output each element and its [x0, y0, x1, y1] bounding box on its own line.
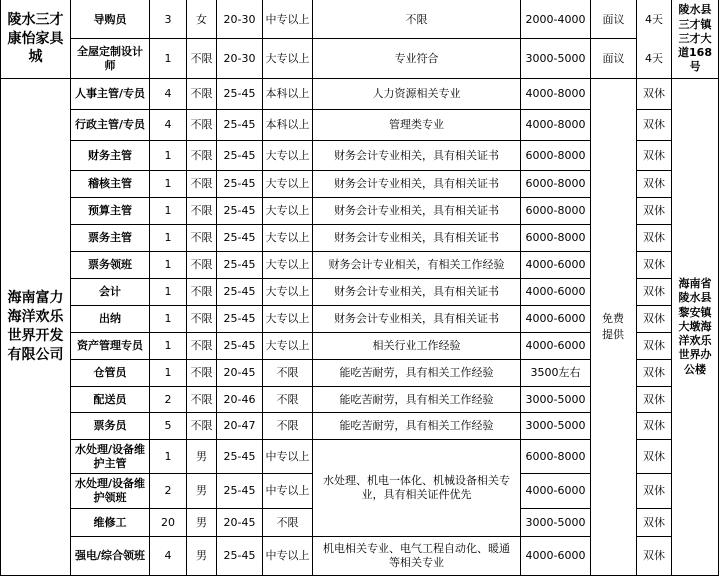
- education-cell: 中专以上: [265, 484, 310, 498]
- gender-cell: 不限: [190, 339, 213, 353]
- job-title-cell: 出纳: [99, 312, 121, 326]
- rest-days-cell: 双休: [643, 231, 665, 245]
- gender-cell: 不限: [190, 177, 213, 191]
- age-cell: 20-47: [223, 419, 256, 433]
- education-cell: 大专以上: [265, 285, 310, 299]
- headcount-cell: 4: [164, 87, 172, 101]
- salary-cell: 4000-6000: [525, 339, 586, 353]
- salary-cell: 4000-8000: [525, 118, 586, 132]
- gender-cell: 女: [196, 12, 207, 26]
- age-cell: 25-45: [223, 339, 256, 353]
- headcount-cell: 1: [164, 204, 172, 218]
- age-cell: 25-45: [223, 258, 256, 272]
- job-title-cell: 预算主管: [88, 204, 132, 218]
- job-title-cell: 水处理/设备维护领班: [74, 477, 146, 504]
- job-title-cell: 配送员: [93, 392, 127, 406]
- rest-days-cell: 4天: [645, 12, 663, 26]
- requirement-cell: 财务会计专业相关，具有相关证书: [334, 312, 499, 326]
- rest-days-cell: 双休: [643, 87, 665, 101]
- rest-days-cell: 双休: [643, 258, 665, 272]
- education-cell: 不限: [276, 366, 299, 380]
- salary-cell: 4000-6000: [525, 484, 586, 498]
- rest-days-cell: 双休: [643, 366, 665, 380]
- headcount-cell: 1: [164, 258, 172, 272]
- gender-cell: 不限: [190, 51, 213, 65]
- gender-cell: 不限: [190, 148, 213, 162]
- salary-cell: 3500左右: [530, 366, 581, 380]
- rest-days-cell: 双休: [643, 449, 665, 463]
- education-cell: 中专以上: [265, 12, 310, 26]
- gender-cell: 不限: [190, 392, 213, 406]
- job-title-cell: 票务主管: [88, 231, 132, 245]
- salary-cell: 6000-8000: [525, 449, 586, 463]
- requirement-cell: 管理类专业: [389, 118, 444, 132]
- requirement-cell: 能吃苦耐劳，具有相关工作经验: [339, 392, 494, 406]
- salary-cell: 6000-8000: [525, 177, 586, 191]
- gender-cell: 不限: [190, 419, 213, 433]
- age-cell: 20-45: [223, 366, 256, 380]
- salary-cell: 6000-8000: [525, 204, 586, 218]
- rest-days-cell: 双休: [643, 339, 665, 353]
- headcount-cell: 4: [164, 549, 172, 563]
- age-cell: 25-45: [223, 549, 256, 563]
- headcount-cell: 1: [164, 366, 172, 380]
- headcount-cell: 1: [164, 231, 172, 245]
- company-address: 陵水县三才镇三才大道168号: [678, 3, 712, 74]
- headcount-cell: 1: [164, 312, 172, 326]
- age-cell: 20-30: [223, 51, 256, 65]
- requirement-cell: 财务会计专业相关，具有相关证书: [334, 148, 499, 162]
- gender-cell: 不限: [190, 87, 213, 101]
- requirement-cell: 能吃苦耐劳，具有相关工作经验: [339, 419, 494, 433]
- job-title-cell: 资产管理专员: [77, 339, 143, 353]
- age-cell: 25-45: [223, 285, 256, 299]
- age-cell: 25-45: [223, 177, 256, 191]
- gender-cell: 男: [196, 515, 207, 529]
- requirement-cell: 人力资源相关专业: [372, 87, 461, 101]
- education-cell: 大专以上: [265, 339, 310, 353]
- company-name: 海南富力海洋欢乐世界开发有限公司: [7, 290, 64, 363]
- requirement-cell: 财务会计专业相关，具有相关证书: [334, 231, 499, 245]
- requirement-cell: 相关行业工作经验: [372, 339, 461, 353]
- age-cell: 25-45: [223, 87, 256, 101]
- salary-cell: 4000-6000: [525, 258, 586, 272]
- requirement-cell: 财务会计专业相关，有相关工作经验: [328, 258, 505, 272]
- education-cell: 本科以上: [265, 118, 310, 132]
- rest-days-cell: 双休: [643, 549, 665, 563]
- education-cell: 大专以上: [265, 231, 310, 245]
- job-title-cell: 强电/综合领班: [74, 549, 146, 563]
- headcount-cell: 3: [164, 12, 172, 26]
- headcount-cell: 4: [164, 118, 172, 132]
- headcount-cell: 1: [164, 148, 172, 162]
- headcount-cell: 1: [164, 449, 172, 463]
- job-title-cell: 票务领班: [88, 258, 132, 272]
- headcount-cell: 5: [164, 419, 172, 433]
- gender-cell: 不限: [190, 285, 213, 299]
- age-cell: 25-45: [223, 148, 256, 162]
- rest-days-cell: 双休: [643, 285, 665, 299]
- age-cell: 20-30: [223, 12, 256, 26]
- headcount-cell: 1: [164, 285, 172, 299]
- gender-cell: 不限: [190, 231, 213, 245]
- job-title-cell: 人事主管/专员: [74, 87, 146, 101]
- job-title-cell: 会计: [99, 285, 121, 299]
- headcount-cell: 1: [164, 51, 172, 65]
- requirement-cell: 财务会计专业相关，具有相关证书: [334, 204, 499, 218]
- job-title-cell: 票务员: [93, 419, 127, 433]
- headcount-cell: 2: [164, 484, 172, 498]
- rest-days-cell: 双休: [643, 312, 665, 326]
- education-cell: 中专以上: [265, 449, 310, 463]
- job-title-cell: 全屋定制设计师: [77, 44, 143, 72]
- job-title-cell: 导购员: [93, 12, 127, 26]
- gender-cell: 男: [196, 449, 207, 463]
- education-cell: 不限: [276, 515, 299, 529]
- gender-cell: 不限: [190, 312, 213, 326]
- salary-cell: 6000-8000: [525, 231, 586, 245]
- job-title-cell: 行政主管/专员: [74, 118, 146, 132]
- job-title-cell: 财务主管: [88, 148, 132, 162]
- rest-days-cell: 双休: [643, 515, 665, 529]
- job-title-cell: 稽核主管: [88, 177, 132, 191]
- age-cell: 25-45: [223, 449, 256, 463]
- salary-cell: 3000-5000: [525, 51, 586, 65]
- salary-cell: 3000-5000: [525, 419, 586, 433]
- requirement-cell: 水处理、机电一体化、机械设备相关专业，具有相关证件优先: [323, 474, 510, 501]
- education-cell: 大专以上: [265, 177, 310, 191]
- salary-cell: 4000-6000: [525, 285, 586, 299]
- requirement-cell: 机电相关专业、电气工程自动化、暖通等相关专业: [323, 542, 510, 569]
- gender-cell: 男: [196, 549, 207, 563]
- job-title-cell: 水处理/设备维护主管: [74, 442, 146, 470]
- gender-cell: 不限: [190, 258, 213, 272]
- gender-cell: 不限: [190, 204, 213, 218]
- job-title-cell: 仓管员: [93, 366, 127, 380]
- age-cell: 20-45: [223, 515, 256, 529]
- rest-days-cell: 双休: [643, 204, 665, 218]
- requirement-cell: 专业符合: [394, 51, 439, 65]
- company-address: 海南省陵水县黎安镇大墩海洋欢乐世界办公楼: [678, 276, 712, 376]
- housing-cell: 面议: [602, 51, 625, 65]
- headcount-cell: 2: [164, 392, 172, 406]
- education-cell: 大专以上: [265, 148, 310, 162]
- requirement-cell: 财务会计专业相关，具有相关证书: [334, 285, 499, 299]
- education-cell: 大专以上: [265, 312, 310, 326]
- rest-days-cell: 双休: [643, 484, 665, 498]
- education-cell: 中专以上: [265, 549, 310, 563]
- rest-days-cell: 4天: [645, 51, 663, 65]
- age-cell: 25-45: [223, 118, 256, 132]
- education-cell: 不限: [276, 392, 299, 406]
- age-cell: 25-45: [223, 312, 256, 326]
- education-cell: 不限: [276, 419, 299, 433]
- salary-cell: 3000-5000: [525, 392, 586, 406]
- requirement-cell: 能吃苦耐劳，具有相关工作经验: [339, 366, 494, 380]
- company-name: 陵水三才康怡家具城: [7, 11, 64, 66]
- gender-cell: 不限: [190, 366, 213, 380]
- education-cell: 大专以上: [265, 204, 310, 218]
- education-cell: 大专以上: [265, 51, 310, 65]
- headcount-cell: 1: [164, 177, 172, 191]
- headcount-cell: 1: [164, 339, 172, 353]
- rest-days-cell: 双休: [643, 392, 665, 406]
- rest-days-cell: 双休: [643, 419, 665, 433]
- salary-cell: 4000-6000: [525, 549, 586, 563]
- salary-cell: 2000-4000: [525, 12, 586, 26]
- age-cell: 25-45: [223, 204, 256, 218]
- rest-days-cell: 双休: [643, 118, 665, 132]
- age-cell: 25-45: [223, 484, 256, 498]
- education-cell: 大专以上: [265, 258, 310, 272]
- housing-cell: 面议: [602, 12, 625, 26]
- gender-cell: 不限: [190, 118, 213, 132]
- housing-cell: 免费提供: [602, 311, 624, 341]
- gender-cell: 男: [196, 484, 207, 498]
- salary-cell: 6000-8000: [525, 148, 586, 162]
- rest-days-cell: 双休: [643, 148, 665, 162]
- headcount-cell: 20: [161, 515, 175, 529]
- age-cell: 20-46: [223, 392, 256, 406]
- rest-days-cell: 双休: [643, 177, 665, 191]
- salary-cell: 4000-8000: [525, 87, 586, 101]
- salary-cell: 4000-6000: [525, 312, 586, 326]
- requirement-cell: 财务会计专业相关，具有相关证书: [334, 177, 499, 191]
- age-cell: 25-45: [223, 231, 256, 245]
- education-cell: 本科以上: [265, 87, 310, 101]
- salary-cell: 3000-5000: [525, 515, 586, 529]
- job-title-cell: 维修工: [93, 515, 127, 529]
- requirement-cell: 不限: [405, 12, 428, 26]
